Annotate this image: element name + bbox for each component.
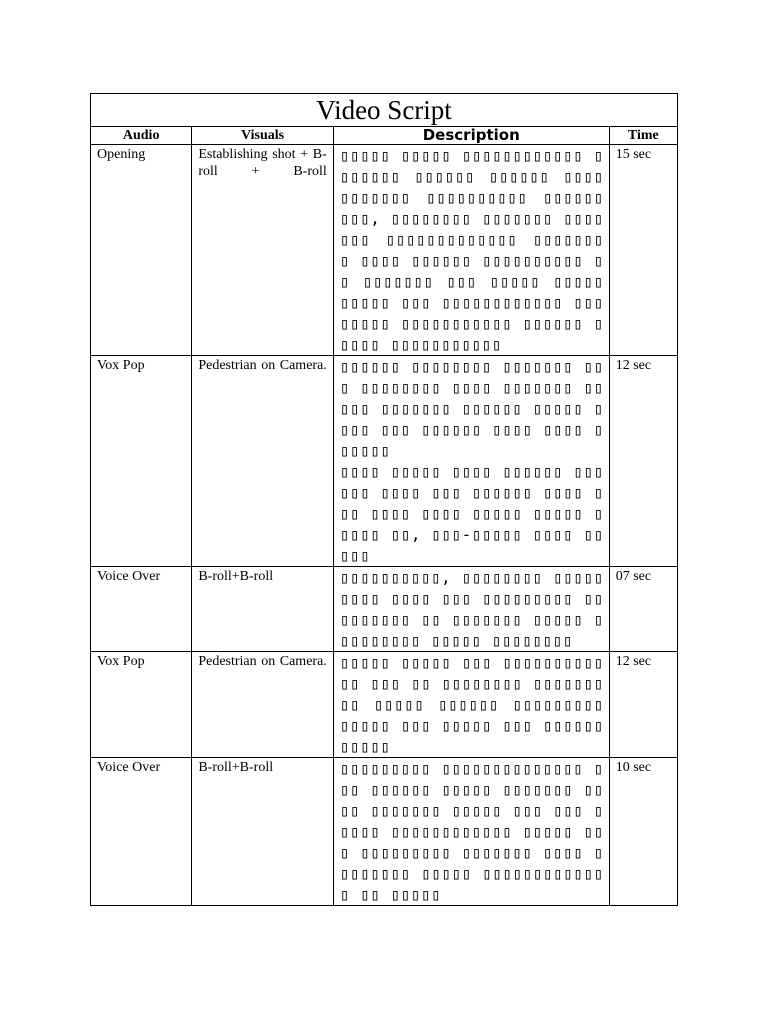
audio-cell: Voice Over [91, 758, 192, 906]
script-rows [91, 145, 678, 906]
title-row [91, 94, 678, 127]
audio-cell: Vox Pop [91, 356, 192, 567]
header-time: Time [609, 127, 677, 145]
video-script-table [90, 93, 678, 906]
table-row [91, 652, 678, 758]
description-cell [333, 652, 609, 758]
audio-cell: Vox Pop [91, 652, 192, 758]
header-row [91, 127, 678, 145]
time-cell: 12 sec [609, 652, 677, 758]
audio-cell: Opening [91, 145, 192, 356]
description-paragraph: ▯▯▯▯▯▯▯▯▯ ▯▯▯▯▯▯▯▯▯▯▯▯▯▯ ▯▯▯ ▯▯▯▯▯▯ ▯▯▯▯▯ ▯▯▯▯▯▯▯ ▯▯▯▯ ▯▯▯▯▯▯▯ ▯▯▯▯▯ ▯▯▯ ▯▯▯ ▯▯▯▯▯ ▯▯▯▯▯▯▯▯▯▯▯▯ ▯▯▯▯▯ ▯▯▯ ▯▯▯▯▯▯▯▯▯ ▯▯▯▯▯▯▯ ▯▯▯▯ ▯▯▯▯▯▯▯▯ ▯▯▯▯▯ ▯▯▯▯▯▯▯▯▯▯▯▯▯ ▯▯ ▯▯▯▯▯ [339, 759, 604, 904]
table-row [91, 567, 678, 652]
description-cell [333, 356, 609, 567]
table-row [91, 758, 678, 906]
document-title: Video Script [91, 94, 678, 127]
audio-cell: Voice Over [91, 567, 192, 652]
visuals-cell: Pedestrian on Camera. [192, 652, 333, 758]
time-cell: 10 sec [609, 758, 677, 906]
header-audio: Audio [91, 127, 192, 145]
visuals-cell: B-roll+B-roll [192, 567, 333, 652]
visuals-cell: Pedestrian on Camera. [192, 356, 333, 567]
description-paragraph: ▯▯▯▯ ▯▯▯▯▯ ▯▯▯▯ ▯▯▯▯▯▯ ▯▯▯▯▯▯ ▯▯▯▯ ▯▯▯ ▯▯▯▯▯▯ ▯▯▯▯ ▯▯▯ ▯▯▯▯ ▯▯▯▯ ▯▯▯▯▯ ▯▯▯▯▯ ▯▯▯▯▯ ▯▯, ▯▯▯-▯▯▯▯▯ ▯▯▯▯ ▯▯▯▯▯ [339, 462, 604, 565]
table-row [91, 356, 678, 567]
description-cell [333, 567, 609, 652]
description-paragraph: ▯▯▯▯▯▯ ▯▯▯▯▯▯▯▯ ▯▯▯▯▯▯▯ ▯▯▯ ▯▯▯▯▯▯▯▯ ▯▯▯▯ ▯▯▯▯▯▯▯ ▯▯▯▯▯ ▯▯▯▯▯▯▯ ▯▯▯▯▯▯ ▯▯▯▯▯ ▯▯▯▯ ▯▯▯ ▯▯▯▯▯▯ ▯▯▯▯ ▯▯▯▯ ▯▯▯▯▯▯ [339, 357, 604, 460]
visuals-cell: B-roll+B-roll [192, 758, 333, 906]
visuals-cell: Establishing shot + B-roll + B-roll [192, 145, 333, 356]
time-cell: 15 sec [609, 145, 677, 356]
description-paragraph: ▯▯▯▯▯▯▯▯▯▯, ▯▯▯▯▯▯▯▯ ▯▯▯▯▯ ▯▯▯▯ ▯▯▯▯ ▯▯▯ ▯▯▯▯▯▯▯▯▯ ▯▯▯▯▯▯▯▯▯ ▯▯ ▯▯▯▯▯▯▯ ▯▯▯▯▯ ▯▯▯▯▯▯▯▯▯ ▯▯▯▯▯ ▯▯▯▯▯▯▯▯ [339, 568, 604, 650]
description-paragraph: ▯▯▯▯▯ ▯▯▯▯▯ ▯▯▯▯▯▯▯▯▯▯▯▯ ▯▯▯▯▯▯▯ ▯▯▯▯▯▯ ▯▯▯▯▯▯ ▯▯▯▯ ▯▯▯▯▯▯▯ ▯▯▯▯▯▯▯▯▯▯ ▯▯▯▯▯▯ ▯▯▯, ▯▯▯▯▯▯▯▯ ▯▯▯▯▯▯▯ ▯▯▯▯▯▯▯ ▯▯▯▯▯▯▯▯▯▯▯▯▯ ▯▯▯▯▯▯▯ ▯ ▯▯▯▯ ▯▯▯▯▯▯ ▯▯▯▯▯▯▯▯▯▯ ▯▯ ▯▯▯▯▯▯▯ ▯▯▯ ▯▯▯▯▯ ▯▯▯▯▯ ▯▯▯▯▯ ▯▯▯ ▯▯▯▯▯▯▯▯▯▯▯▯ ▯▯▯▯▯▯▯▯ ▯▯▯▯▯▯▯▯▯▯▯ ▯▯▯▯▯▯ ▯▯▯▯▯ ▯▯▯▯▯▯▯▯▯▯▯ [339, 146, 604, 354]
header-visuals: Visuals [192, 127, 333, 145]
description-paragraph: ▯▯▯▯▯ ▯▯▯▯▯ ▯▯▯ ▯▯▯▯▯▯▯▯▯▯▯▯ ▯▯▯ ▯▯ ▯▯▯▯▯▯▯▯ ▯▯▯▯▯▯▯▯▯ ▯▯▯▯▯ ▯▯▯▯▯▯ ▯▯▯▯▯▯▯▯▯ ▯▯▯▯▯ ▯▯▯ ▯▯▯▯▯ ▯▯▯ ▯▯▯▯▯▯▯▯▯▯▯ [339, 653, 604, 756]
description-cell [333, 758, 609, 906]
time-cell: 07 sec [609, 567, 677, 652]
time-cell: 12 sec [609, 356, 677, 567]
description-cell [333, 145, 609, 356]
header-description: Description [333, 127, 609, 145]
table-row [91, 145, 678, 356]
